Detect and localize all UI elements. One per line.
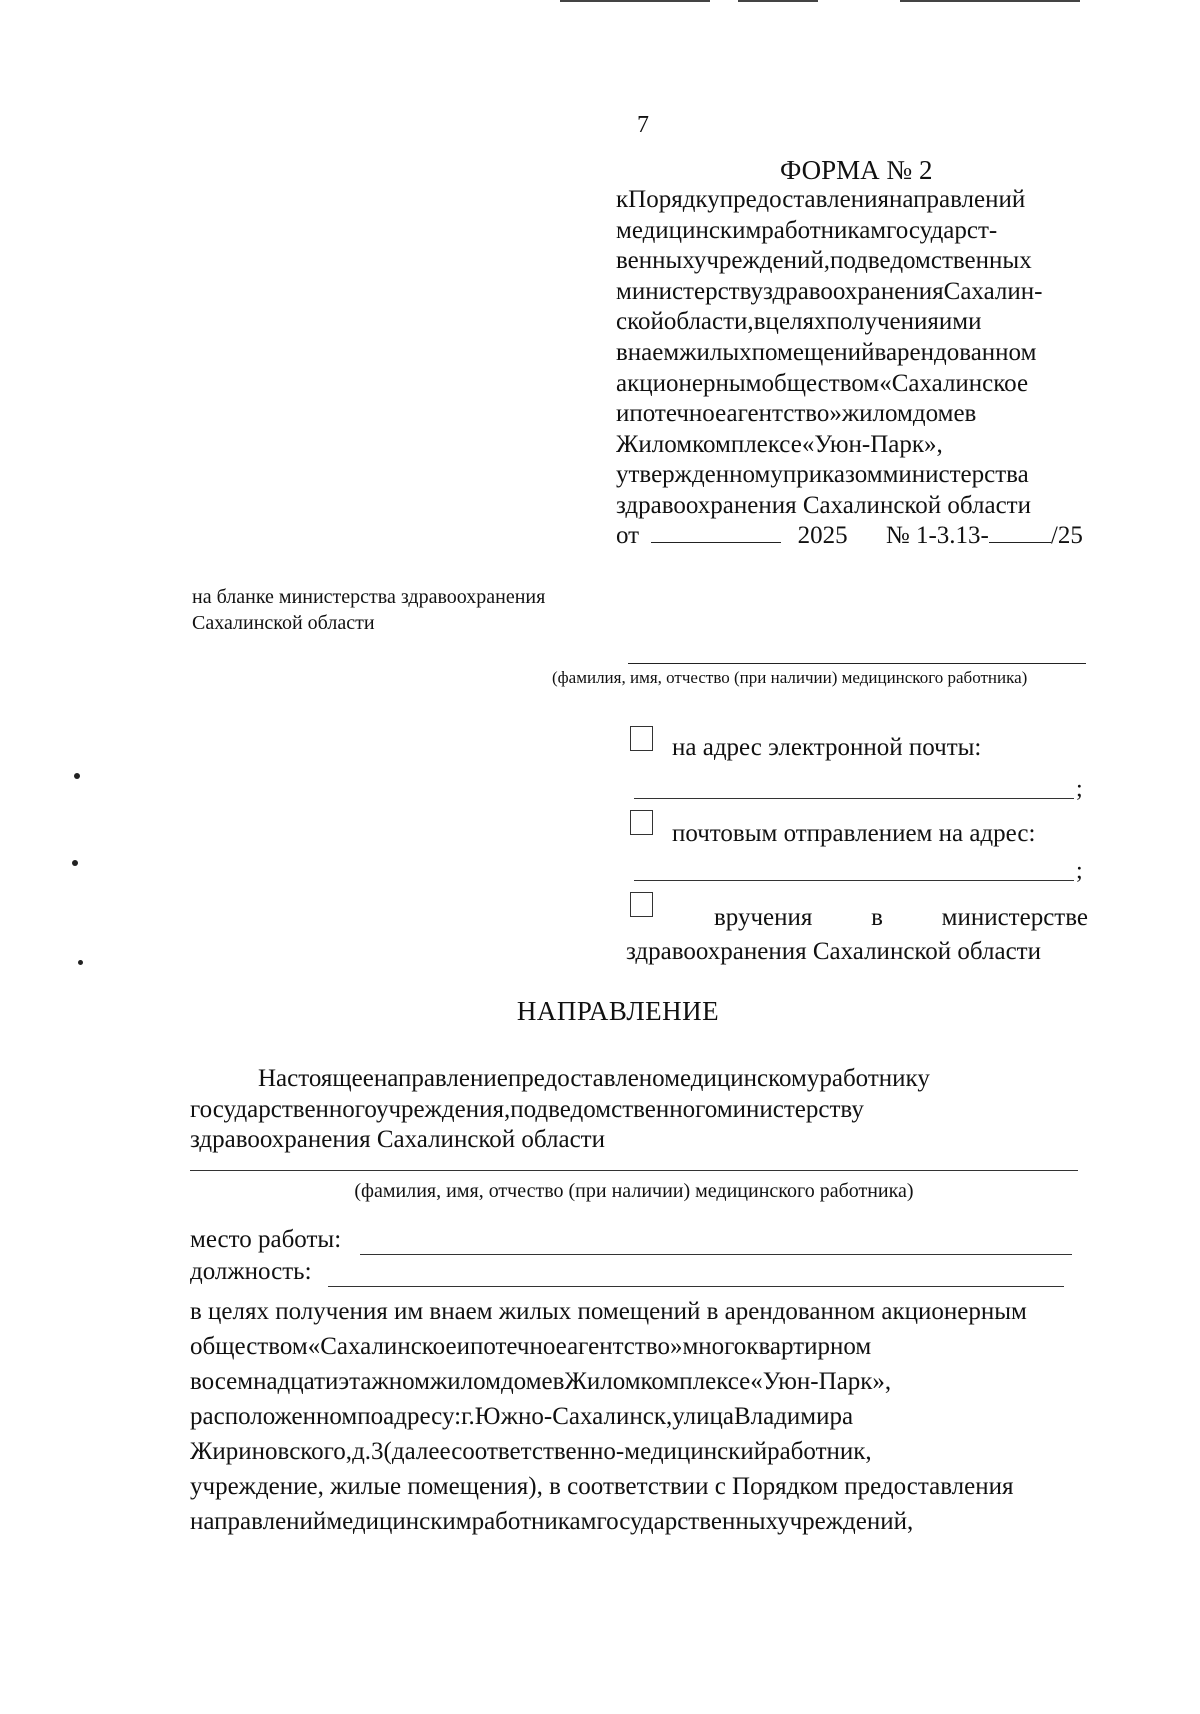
word: восемнадцатиэтажном <box>190 1368 430 1395</box>
text-line <box>616 246 1096 277</box>
post-checkbox[interactable] <box>630 810 653 835</box>
word: Владимира <box>733 1403 854 1430</box>
word: утвержденному <box>616 461 783 489</box>
word: государственных <box>596 1508 778 1535</box>
word: ими <box>938 308 982 336</box>
word: подведомственных <box>830 247 1032 275</box>
word: учреждений, <box>777 1508 914 1535</box>
intro-paragraph <box>190 1064 1086 1156</box>
word: направление <box>373 1065 508 1092</box>
word: Порядку <box>628 186 720 213</box>
word: адресу: <box>383 1403 462 1430</box>
scan-edge-line <box>738 0 818 2</box>
word: министерства <box>882 461 1029 489</box>
word: медицинскому <box>664 1065 820 1092</box>
text-line <box>616 491 1096 522</box>
document-heading <box>0 996 1200 1027</box>
order-from-label: от <box>616 522 640 549</box>
appendix-reference <box>616 185 1096 522</box>
scan-edge-line <box>900 0 1080 2</box>
text-line <box>616 185 1096 216</box>
word: работникам <box>761 216 887 244</box>
word: по <box>357 1403 384 1430</box>
word: направлений <box>190 1508 327 1535</box>
post-semicolon: ; <box>1076 858 1083 884</box>
word: министерству <box>616 277 764 305</box>
word: приказом <box>782 461 883 489</box>
text-line <box>190 1095 1086 1126</box>
order-number-prefix: № 1-3.13- <box>885 522 989 549</box>
text-line <box>190 1064 1086 1095</box>
word: министерству <box>716 1095 864 1123</box>
text-line <box>616 277 1096 308</box>
word: вручения <box>714 904 813 931</box>
word: министерстве <box>941 904 1088 931</box>
word: здравоохранения <box>763 277 944 305</box>
word: комплексе <box>692 430 802 458</box>
word: 3 <box>371 1438 384 1465</box>
word: Жилом <box>616 430 693 458</box>
word: работнику <box>819 1065 930 1092</box>
recipient-name-line <box>628 663 1086 664</box>
text-line <box>616 460 1096 491</box>
order-date-blank <box>651 522 781 543</box>
email-option-label: на адрес электронной почты: <box>672 734 982 761</box>
order-number-suffix: /25 <box>1050 522 1083 549</box>
document-heading-text: НАПРАВЛЕНИЕ <box>516 996 720 1026</box>
word: учреждений, <box>693 247 831 275</box>
word: агентство» <box>726 400 842 428</box>
worker-name-caption: (фамилия, имя, отчество (при наличии) медицинского работника) <box>354 1180 914 1202</box>
text-line <box>190 1504 1086 1539</box>
workplace-label: место работы: <box>190 1226 342 1253</box>
word: направлений <box>888 186 1026 213</box>
scan-dot <box>78 960 83 965</box>
word: здравоохранения Сахалинской области <box>190 1126 605 1154</box>
word: д. <box>352 1438 372 1465</box>
word: соответственно <box>451 1438 616 1465</box>
word: агентство» <box>567 1333 683 1360</box>
scan-edge-line <box>560 0 710 2</box>
handover-checkbox[interactable] <box>630 892 653 917</box>
word: акционерным <box>616 369 762 397</box>
word: подведомственного <box>510 1095 717 1123</box>
word: в <box>871 904 883 931</box>
position-label: должность: <box>190 1258 312 1285</box>
word: государст- <box>886 216 998 244</box>
email-semicolon: ; <box>1076 776 1083 802</box>
word: обществом <box>190 1333 308 1360</box>
text-line <box>190 1469 1086 1504</box>
word: области, <box>663 308 754 336</box>
word: в <box>874 338 886 366</box>
word: г. <box>461 1403 475 1430</box>
worker-name-line <box>190 1170 1078 1171</box>
word: - <box>615 1438 625 1465</box>
text-line <box>190 1399 1086 1434</box>
word: ипотечное <box>456 1333 568 1360</box>
word: целях <box>765 308 827 336</box>
handover-option-label <box>714 904 1088 932</box>
word: Южно-Сахалинск, <box>474 1403 673 1430</box>
word: в <box>552 1368 565 1395</box>
word: Жилом <box>564 1368 641 1395</box>
word: расположенном <box>190 1403 358 1430</box>
word: государственного <box>190 1095 376 1123</box>
word: многоквартирном <box>682 1333 872 1360</box>
text-line <box>190 1364 1086 1399</box>
scan-dot <box>72 860 78 866</box>
word: к <box>616 186 629 213</box>
word: комплексе <box>640 1368 751 1395</box>
letterhead-note-line: на бланке министерства здравоохранения <box>192 586 546 608</box>
word: медицинский <box>624 1438 768 1465</box>
scan-dot <box>74 773 80 779</box>
word: жилом <box>429 1368 501 1395</box>
form-title: ФОРМА № 2 <box>780 155 933 185</box>
word: здравоохранения Сахалинской области <box>616 491 1031 519</box>
post-option-label: почтовым отправлением на адрес: <box>672 820 1036 847</box>
word: «Сахалинское <box>307 1333 457 1360</box>
text-line <box>190 1329 1086 1364</box>
word: жилых <box>679 338 752 366</box>
word: учреждение, жилые помещения), в соответствии с Порядком предоставления <box>190 1473 1014 1500</box>
word: жилом <box>841 400 913 428</box>
text-line <box>616 338 1096 369</box>
word: Жириновского, <box>190 1438 353 1465</box>
word: (далее <box>383 1438 452 1465</box>
word: арендованном <box>885 338 1037 366</box>
page-number: 7 <box>637 112 649 138</box>
word: «Уюн-Парк», <box>750 1368 892 1395</box>
word: получения <box>826 308 939 336</box>
word: предоставления <box>719 186 889 213</box>
word: предоставлено <box>507 1065 665 1092</box>
word: ской <box>616 308 664 336</box>
order-year: 2025 <box>797 522 848 549</box>
order-date-line <box>616 521 1096 552</box>
handover-option-label-cont: здравоохранения Сахалинской области <box>626 938 1041 965</box>
text-line <box>616 307 1096 338</box>
word: в целях получения им внаем жилых помещений в арендованном акционерным <box>190 1298 1027 1325</box>
word: «Уюн-Парк», <box>801 430 943 458</box>
recipient-name-caption: (фамилия, имя, отчество (при наличии) медицинского работника) <box>552 668 1028 687</box>
word: «Сахалинское <box>879 369 1029 397</box>
word: доме <box>912 400 965 428</box>
word: в <box>753 308 766 336</box>
word: медицинским <box>616 216 762 244</box>
word: в <box>964 400 977 428</box>
position-input[interactable] <box>328 1286 1064 1287</box>
email-fill-line <box>634 798 1074 799</box>
order-number-blank <box>989 522 1051 543</box>
word: Сахалин- <box>943 277 1043 305</box>
text-line <box>190 1125 1086 1156</box>
word: Настоящее <box>258 1065 374 1092</box>
word: ипотечное <box>616 400 727 428</box>
word: обществом <box>761 369 880 397</box>
purpose-paragraph <box>190 1294 1086 1539</box>
letterhead-note-line: Сахалинской области <box>192 612 375 634</box>
post-fill-line <box>634 880 1074 881</box>
word: улица <box>672 1403 734 1430</box>
workplace-input[interactable] <box>360 1254 1072 1255</box>
word: работник, <box>767 1438 872 1465</box>
word: помещений <box>751 338 875 366</box>
word: доме <box>500 1368 553 1395</box>
text-line <box>616 430 1096 461</box>
word: внаем <box>616 338 680 366</box>
text-line <box>190 1294 1086 1329</box>
word: медицинским <box>326 1508 472 1535</box>
word: венных <box>616 247 694 275</box>
word: работникам <box>471 1508 597 1535</box>
letterhead-note <box>192 584 545 636</box>
text-line <box>616 399 1096 430</box>
word: учреждения, <box>375 1095 511 1123</box>
email-checkbox[interactable] <box>630 726 653 751</box>
text-line <box>616 216 1096 247</box>
text-line <box>190 1434 1086 1469</box>
text-line <box>616 369 1096 400</box>
